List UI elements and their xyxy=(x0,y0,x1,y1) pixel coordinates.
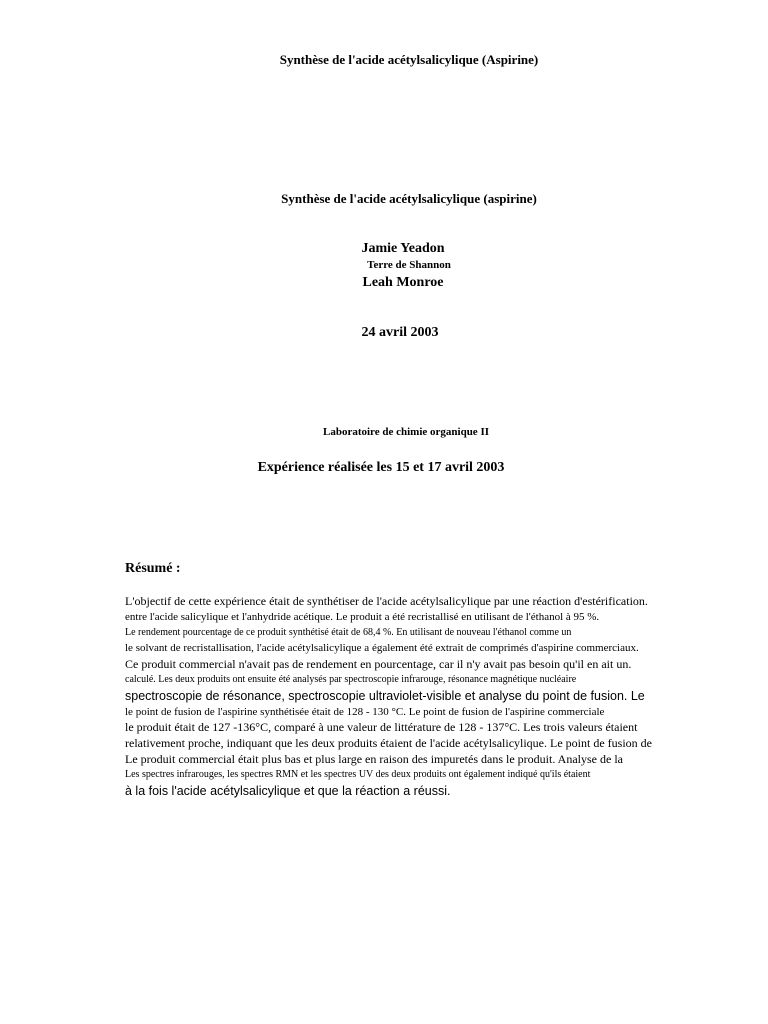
abstract-line: le point de fusion de l'aspirine synthétisée était de 128 - 130 °C. Le point de fusion de l'aspirine commerciale xyxy=(125,705,605,718)
author-affiliation: Terre de Shannon xyxy=(367,259,451,271)
abstract-line: spectroscopie de résonance, spectroscopie ultraviolet-visible et analyse du point de fusion. Le xyxy=(125,688,645,703)
abstract-line: relativement proche, indiquant que les deux produits étaient de l'acide acétylsalicylique. Le point de fusion de xyxy=(125,736,652,751)
experiment-dates: Expérience réalisée les 15 et 17 avril 2003 xyxy=(257,460,505,475)
abstract-line: Ce produit commercial n'avait pas de rendement en pourcentage, car il n'y avait pas besoin qu'il en ait un. xyxy=(125,657,632,672)
abstract-line: Le produit commercial était plus bas et plus large en raison des impuretés dans le produit. Analyse de la xyxy=(125,751,623,766)
document-title: Synthèse de l'acide acétylsalicylique (aspirine) xyxy=(281,191,537,206)
abstract-line: entre l'acide salicylique et l'anhydride acétique. Le produit a été recristallisé en utilisant de l'éthanol à 95 %. xyxy=(125,610,600,623)
author-name: Jamie Yeadon xyxy=(361,241,445,256)
abstract-heading: Résumé : xyxy=(125,561,181,576)
abstract-line: le solvant de recristallisation, l'acide acétylsalicylique a également été extrait de comprimés d'aspirine commerciaux. xyxy=(125,642,639,655)
author-name: Leah Monroe xyxy=(362,275,444,290)
document-date: 24 avril 2003 xyxy=(361,325,439,340)
document-header: Synthèse de l'acide acétylsalicylique (Aspirine) xyxy=(279,52,539,67)
abstract-line: Le rendement pourcentage de ce produit synthétisé était de 68,4 %. En utilisant de nouveau l'éthanol comme un xyxy=(125,626,572,638)
abstract-line: L'objectif de cette expérience était de synthétiser de l'acide acétylsalicylique par une réaction d'estérification. xyxy=(125,594,648,608)
abstract-line: à la fois l'acide acétylsalicylique et que la réaction a réussi. xyxy=(125,783,451,798)
abstract-line: le produit était de 127 -136°C, comparé à une valeur de littérature de 128 - 137°C. Les trois valeurs étaient xyxy=(125,720,638,735)
lab-name: Laboratoire de chimie organique II xyxy=(322,426,489,438)
abstract-body xyxy=(125,593,725,798)
abstract-line: Les spectres infrarouges, les spectres RMN et les spectres UV des deux produits ont également indiqué qu'ils étaient xyxy=(125,768,591,780)
abstract-line: calculé. Les deux produits ont ensuite été analysés par spectroscopie infrarouge, résonance magnétique nucléaire xyxy=(125,673,577,685)
